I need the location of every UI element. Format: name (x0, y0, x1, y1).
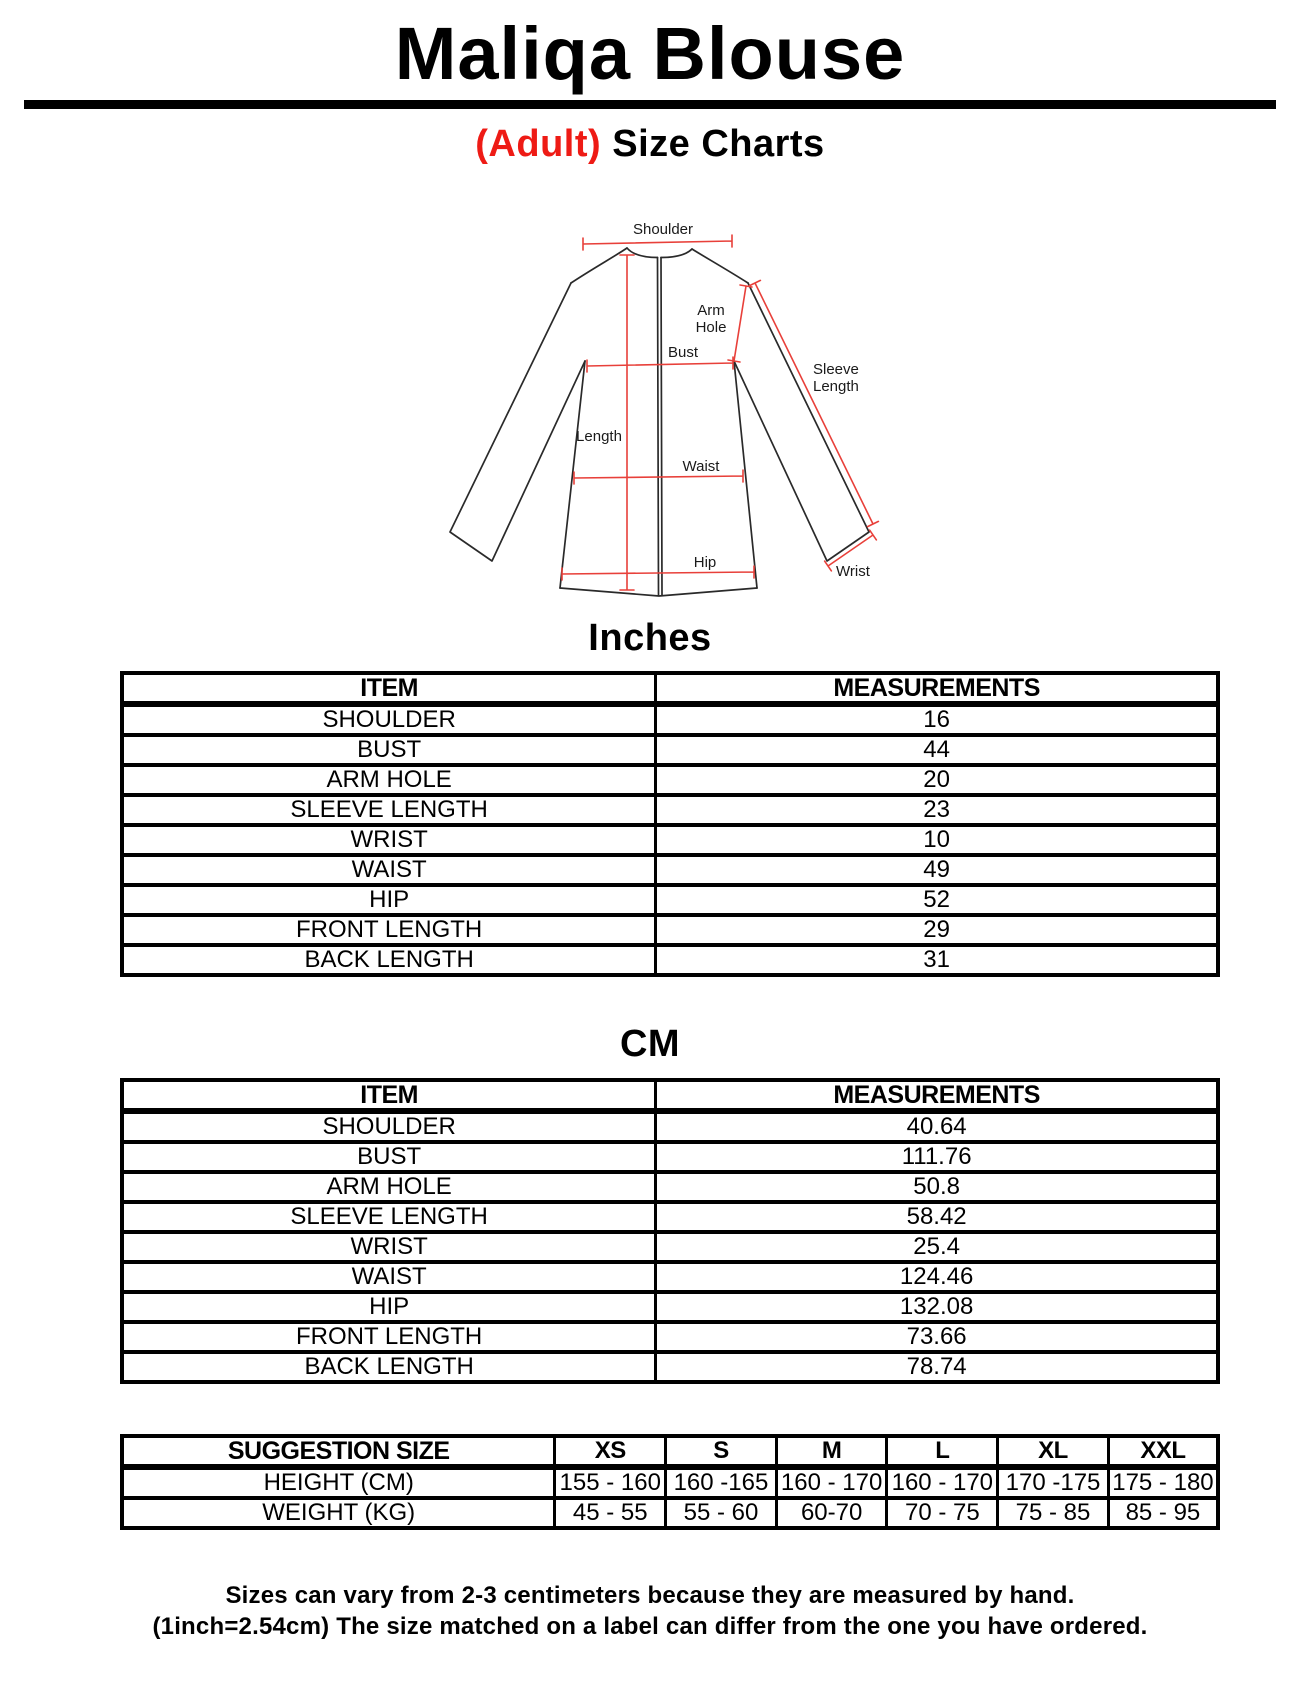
diagram-label-sleeve-length-1: Sleeve (813, 361, 859, 378)
footer-line-2: (1inch=2.54cm) The size matched on a label can differ from the one you have ordered. (152, 1613, 1148, 1640)
measurement-cell: 20 (656, 765, 1218, 795)
diagram-label-shoulder: Shoulder (632, 221, 694, 238)
item-cell: SHOULDER (122, 704, 656, 735)
table-row (122, 885, 1218, 915)
measurement-cell: 31 (656, 945, 1218, 975)
item-cell: SLEEVE LENGTH (122, 1202, 656, 1232)
measurement-cell: 58.42 (656, 1202, 1218, 1232)
size-col-header-xl: XL (998, 1436, 1109, 1467)
diagram-label-armhole-1: Arm (697, 302, 725, 319)
item-cell: WAIST (122, 1262, 656, 1292)
diagram-label-bust: Bust (667, 344, 699, 361)
diagram-label-hip: Hip (693, 554, 717, 571)
measurement-cell: 23 (656, 795, 1218, 825)
height-cell: 160 - 170 (776, 1467, 887, 1498)
inches-table (120, 671, 1220, 977)
weight-cell: 85 - 95 (1108, 1498, 1218, 1528)
subtitle-rest: Size Charts (601, 123, 825, 165)
height-cell: 160 - 170 (887, 1467, 998, 1498)
diagram-label-sleeve-length-2: Length (813, 378, 859, 395)
table-header-row (122, 1436, 1218, 1467)
suggestion-size-table (120, 1434, 1220, 1530)
height-cell: 175 - 180 (1108, 1467, 1218, 1498)
measurement-cell: 52 (656, 885, 1218, 915)
measurement-cell: 111.76 (656, 1142, 1218, 1172)
measurement-cell: 44 (656, 735, 1218, 765)
item-cell: WRIST (122, 825, 656, 855)
sleeve-length-measure-line (750, 280, 879, 526)
item-cell: ARM HOLE (122, 1172, 656, 1202)
table-row (122, 1232, 1218, 1262)
footer-line-1: Sizes can vary from 2-3 centimeters because they are measured by hand. (225, 1582, 1075, 1609)
row-label-weight: WEIGHT (KG) (122, 1498, 555, 1528)
item-cell: FRONT LENGTH (122, 915, 656, 945)
diagram-label-waist: Waist (682, 458, 720, 475)
table-row (122, 855, 1218, 885)
item-cell: BUST (122, 1142, 656, 1172)
measurement-cell: 132.08 (656, 1292, 1218, 1322)
page-title: Maliqa Blouse (394, 12, 906, 95)
size-col-header-xxl: XXL (1108, 1436, 1218, 1467)
table-row (122, 1292, 1218, 1322)
measurement-cell: 49 (656, 855, 1218, 885)
cm-table (120, 1078, 1220, 1384)
bust-measure-line (587, 357, 733, 372)
measurement-cell: 78.74 (656, 1352, 1218, 1382)
table-row (122, 1352, 1218, 1382)
item-cell: BACK LENGTH (122, 1352, 656, 1382)
table-header-row (122, 673, 1218, 704)
blouse-outline (450, 248, 869, 596)
measurement-cell: 124.46 (656, 1262, 1218, 1292)
size-col-header-m: M (776, 1436, 887, 1467)
table-row (122, 825, 1218, 855)
height-cell: 155 - 160 (555, 1467, 666, 1498)
size-col-header-s: S (666, 1436, 777, 1467)
armhole-measure-line (728, 285, 752, 362)
item-column-header: ITEM (122, 1080, 656, 1111)
table-row (122, 1262, 1218, 1292)
table-row (122, 1498, 1218, 1528)
item-cell: FRONT LENGTH (122, 1322, 656, 1352)
table-row (122, 1322, 1218, 1352)
item-column-header: ITEM (122, 673, 656, 704)
suggestion-size-header: SUGGESTION SIZE (122, 1436, 555, 1467)
measurement-cell: 29 (656, 915, 1218, 945)
measurements-column-header: MEASUREMENTS (656, 673, 1218, 704)
size-col-header-xs: XS (555, 1436, 666, 1467)
table-header-row (122, 1080, 1218, 1111)
title-divider-rule (24, 100, 1276, 109)
table-row (122, 1111, 1218, 1142)
diagram-label-wrist: Wrist (836, 563, 870, 580)
item-cell: BACK LENGTH (122, 945, 656, 975)
diagram-label-armhole-2: Hole (695, 319, 727, 336)
measurement-cell: 40.64 (656, 1111, 1218, 1142)
item-cell: BUST (122, 735, 656, 765)
size-col-header-l: L (887, 1436, 998, 1467)
item-cell: HIP (122, 1292, 656, 1322)
height-cell: 170 -175 (998, 1467, 1109, 1498)
table-row (122, 1202, 1218, 1232)
item-cell: ARM HOLE (122, 765, 656, 795)
subtitle-adult-highlight: (Adult) (475, 123, 602, 165)
table-row (122, 945, 1218, 975)
cm-heading: CM (619, 1023, 681, 1065)
weight-cell: 45 - 55 (555, 1498, 666, 1528)
table-row (122, 704, 1218, 735)
blouse-diagram-svg (420, 193, 880, 603)
measurement-cell: 73.66 (656, 1322, 1218, 1352)
row-label-height: HEIGHT (CM) (122, 1467, 555, 1498)
item-cell: SHOULDER (122, 1111, 656, 1142)
page-subtitle (0, 121, 1300, 167)
measurement-cell: 25.4 (656, 1232, 1218, 1262)
inches-heading: Inches (588, 617, 712, 659)
length-measure-line (620, 255, 634, 590)
item-cell: WRIST (122, 1232, 656, 1262)
table-row (122, 915, 1218, 945)
measurement-cell: 50.8 (656, 1172, 1218, 1202)
blouse-measurement-diagram (0, 193, 1300, 603)
item-cell: HIP (122, 885, 656, 915)
table-row (122, 765, 1218, 795)
measurement-lines (562, 235, 878, 590)
item-cell: WAIST (122, 855, 656, 885)
table-row (122, 1467, 1218, 1498)
footer-note (0, 1580, 1300, 1642)
weight-cell: 75 - 85 (998, 1498, 1109, 1528)
diagram-label-length: Length (576, 428, 622, 445)
measurement-cell: 16 (656, 704, 1218, 735)
height-cell: 160 -165 (666, 1467, 777, 1498)
table-row (122, 795, 1218, 825)
table-row (122, 735, 1218, 765)
table-row (122, 1172, 1218, 1202)
measurement-cell: 10 (656, 825, 1218, 855)
weight-cell: 60-70 (776, 1498, 887, 1528)
weight-cell: 70 - 75 (887, 1498, 998, 1528)
weight-cell: 55 - 60 (666, 1498, 777, 1528)
item-cell: SLEEVE LENGTH (122, 795, 656, 825)
measurements-column-header: MEASUREMENTS (656, 1080, 1218, 1111)
table-row (122, 1142, 1218, 1172)
